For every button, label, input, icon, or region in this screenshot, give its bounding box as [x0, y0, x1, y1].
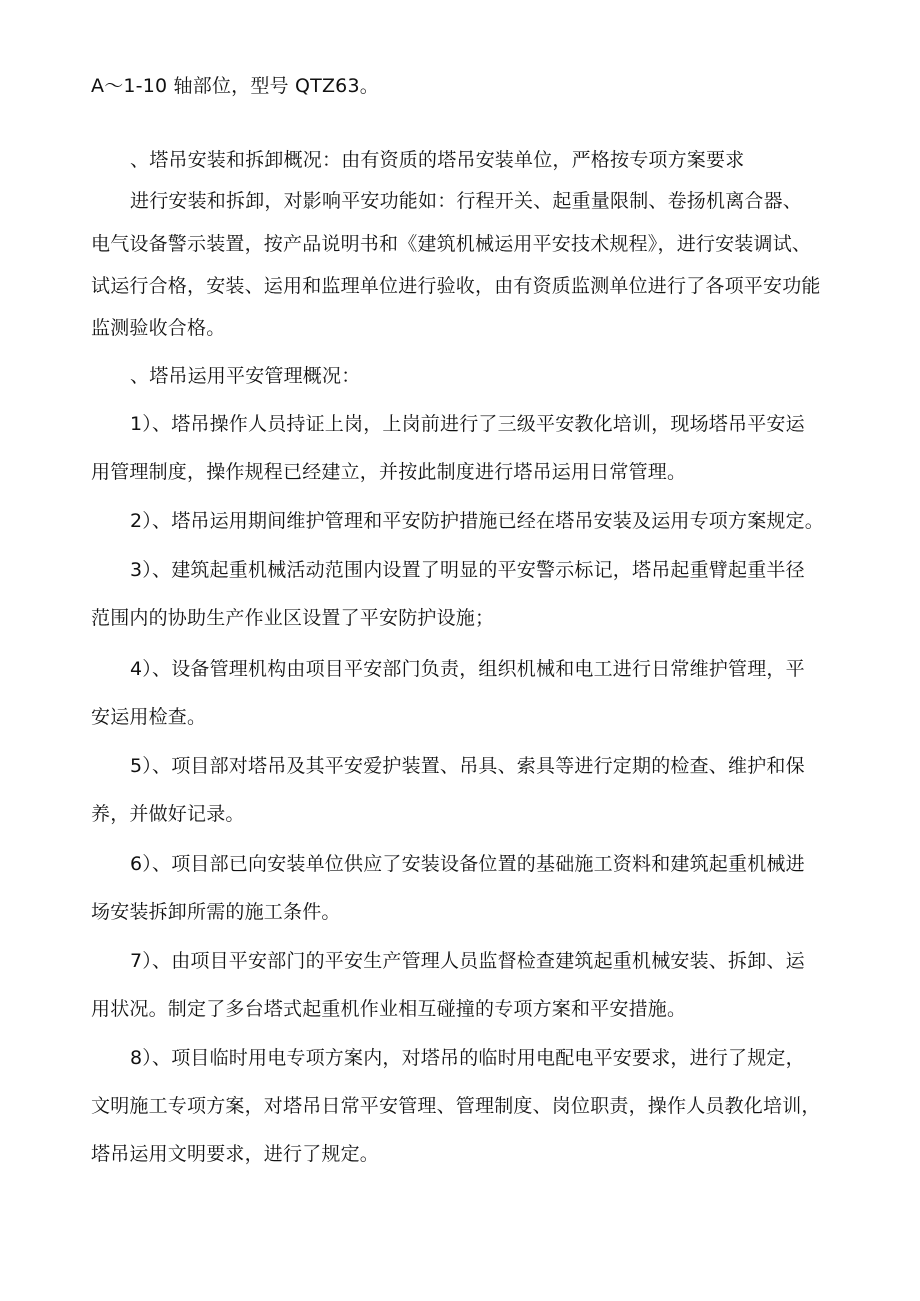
text-line-10: 2）、塔吊运用期间维护管理和平安防护措施已经在塔吊安装及运用专项方案规定。	[130, 510, 824, 532]
text-line-2: 、塔吊安装和拆卸概况：由有资质的塔吊安装单位，严格按专项方案要求	[130, 149, 745, 171]
text-line-1: A～1-10 轴部位，型号 QTZ63。	[91, 75, 379, 97]
text-line-3: 进行安装和拆卸，对影响平安功能如：行程开关、起重量限制、卷扬机离合器、	[130, 190, 803, 212]
text-line-14: 安运用检查。	[91, 706, 207, 728]
text-line-22: 文明施工专项方案，对塔吊日常平安管理、管理制度、岗位职责，操作人员教化培训，	[91, 1095, 821, 1117]
text-line-17: 6）、项目部已向安装单位供应了安装设备位置的基础施工资料和建筑起重机械进	[130, 853, 805, 875]
text-line-5: 试运行合格，安装、运用和监理单位进行验收，由有资质监测单位进行了各项平安功能	[91, 275, 821, 297]
text-line-18: 场安装拆卸所需的施工条件。	[91, 901, 341, 923]
text-line-8: 1）、塔吊操作人员持证上岗，上岗前进行了三级平安教化培训，现场塔吊平安运	[130, 413, 805, 435]
text-line-19: 7）、由项目平安部门的平安生产管理人员监督检查建筑起重机械安装、拆卸、运	[130, 950, 805, 972]
text-line-4: 电气设备警示装置，按产品说明书和《建筑机械运用平安技术规程》，进行安装调试、	[91, 233, 812, 255]
text-line-15: 5）、项目部对塔吊及其平安爱护装置、吊具、索具等进行定期的检查、维护和保	[130, 755, 805, 777]
text-line-16: 养，并做好记录。	[91, 803, 245, 825]
text-line-21: 8）、项目临时用电专项方案内，对塔吊的临时用电配电平安要求，进行了规定，	[130, 1047, 805, 1069]
text-line-20: 用状况。制定了多台塔式起重机作业相互碰撞的专项方案和平安措施。	[91, 998, 687, 1020]
text-line-13: 4）、设备管理机构由项目平安部门负责，组织机械和电工进行日常维护管理，平	[130, 658, 805, 680]
text-line-23: 塔吊运用文明要求，进行了规定。	[91, 1143, 380, 1165]
text-line-6: 监测验收合格。	[91, 317, 226, 339]
text-line-12: 范围内的协助生产作业区设置了平安防护设施；	[91, 607, 495, 629]
text-line-7: 、塔吊运用平安管理概况：	[130, 365, 361, 387]
text-line-9: 用管理制度，操作规程已经建立，并按此制度进行塔吊运用日常管理。	[91, 461, 687, 483]
text-line-11: 3）、建筑起重机械活动范围内设置了明显的平安警示标记，塔吊起重臂起重半径	[130, 559, 805, 581]
